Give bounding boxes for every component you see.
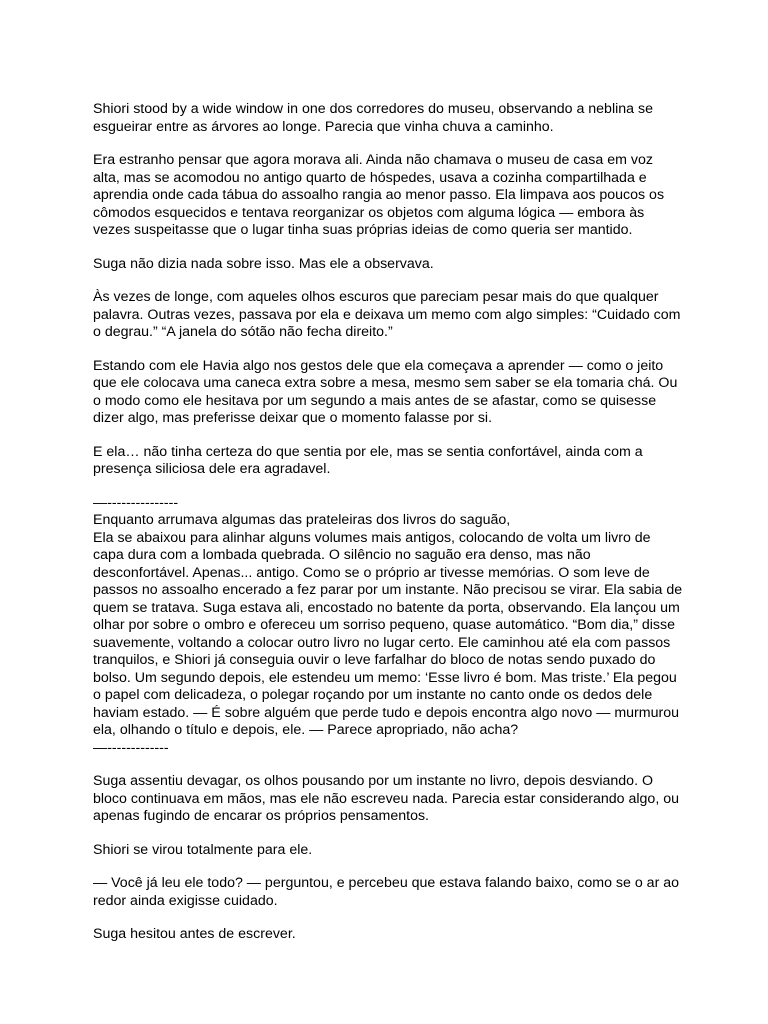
- paragraph: Shiori stood by a wide window in one dos corredores do museu, observando a neblina se esgueirar entre as árvores ao longe. Parecia que vinha chuva a caminho.: [93, 101, 653, 135]
- paragraph: Suga hesitou antes de escrever.: [93, 926, 296, 942]
- scene-first-line: Enquanto arrumava algumas das prateleiras dos livros do saguão,: [93, 512, 511, 528]
- paragraph: Era estranho pensar que agora morava ali. Ainda não chamava o museu de casa em voz alta, mas se acomodou no antigo quarto de hóspedes, usava a cozinha compartilhada e aprendia onde cada tábua do assoalho rangia ao menor passo. Ela limpava aos poucos os cômodos esquecidos e tentava reorganizar os objetos com alguma lógica — embora às vezes suspeitasse que o lugar tinha suas próprias ideias de como queria ser mantido.: [93, 152, 665, 238]
- paragraph: — Você já leu ele todo? — perguntou, e percebeu que estava falando baixo, como se o ar ao redor ainda exigisse cuidado.: [93, 875, 680, 909]
- paragraph: E ela… não tinha certeza do que sentia por ele, mas se sentia confortável, ainda com a presença siliciosa dele era agradavel.: [93, 443, 643, 477]
- paragraph: Shiori se virou totalmente para ele.: [93, 841, 313, 858]
- scene-body: Ela se abaixou para alinhar alguns volumes mais antigos, colocando de volta um livro de capa dura com a lombada quebrada. O silêncio no saguão era denso, mas não desconfortável. Apenas... antigo. Como se o próprio ar tivesse memórias. O som leve de passos no assoalho encerado a fez parar por um instante. Não precisou se virar. Ela sabia de quem se tratava. Suga estava ali, encostado no batente da porta, observando. Ela lançou um olhar por sobre o ombro e ofereceu um sorriso pequeno, quase automático. “Bom dia,” disse suavemente, voltando a colocar outro livro no lugar certo. Ele caminhou até ela com passos tranquilos, e Shiori já conseguia ouvir o leve farfalhar do bloco de notas sendo puxado do bolso. Um segundo depois, ele estendeu um memo: ‘Esse livro é bom. Mas triste.’ Ela pegou o papel com delicadeza, o polegar roçando por um instante no canto onde os dedos dele haviam estado. — É sobre alguém que perde tudo e depois encontra algo novo — murmurou ela, olhando o título e depois, ele. — Parece apropriado, não acha?: [93, 529, 683, 738]
- scene-divider-bottom: —-------------: [93, 739, 169, 756]
- scene-divider-top: —---------------: [93, 494, 179, 511]
- scene-break-block: [93, 495, 683, 758]
- paragraph: Suga assentiu devagar, os olhos pousando por um instante no livro, depois desviando. O bloco continuava em mãos, mas ele não escreveu nada. Parecia estar considerando algo, ou apenas fugindo de encarar os próprios pensamentos.: [93, 773, 679, 824]
- paragraph: Suga não dizia nada sobre isso. Mas ele a observava.: [93, 255, 434, 272]
- paragraph: Estando com ele Havia algo nos gestos dele que ela começava a aprender — como o jeito que ele colocava uma caneca extra sobre a mesa, mesmo sem saber se ela tomaria chá. Ou o modo como ele hesitava por um segundo a mais antes de se afastar, como se quisesse dizer algo, mas preferisse deixar que o momento falasse por si.: [93, 357, 678, 426]
- paragraph: Às vezes de longe, com aqueles olhos escuros que pareciam pesar mais do que qualquer palavra. Outras vezes, passava por ela e deixava um memo com algo simples: “Cuidado com o degrau.” “A janela do sótão não fecha direito.”: [93, 289, 681, 340]
- document-page: [93, 101, 683, 960]
